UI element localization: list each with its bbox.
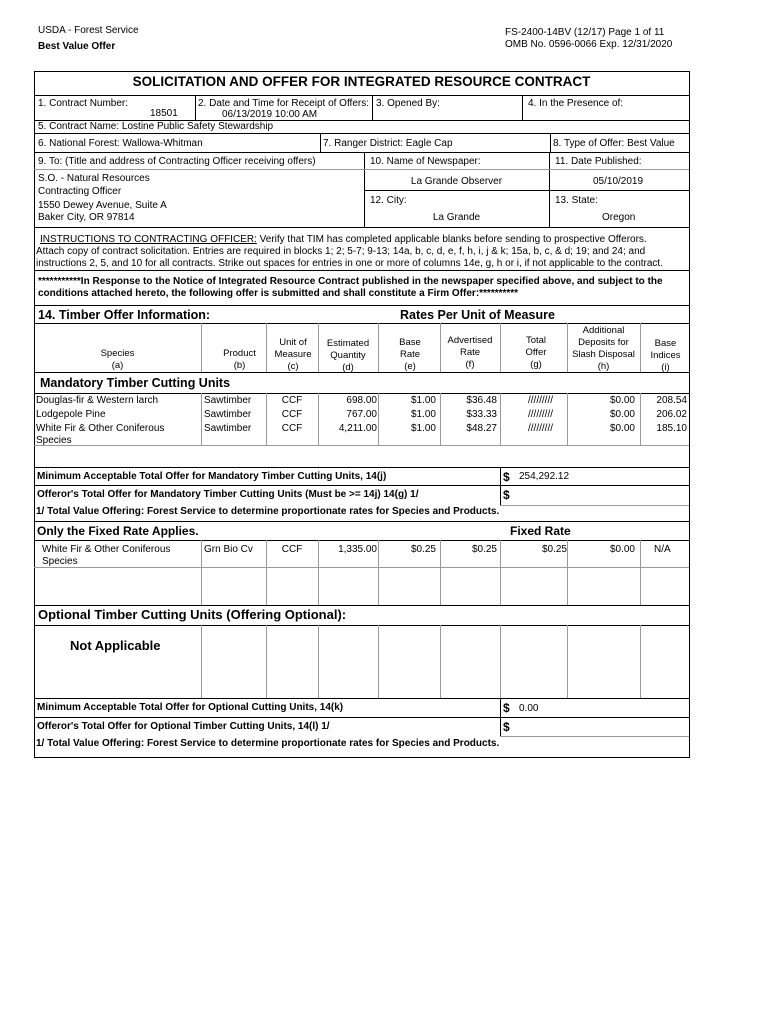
offeror-optional-label: Offeror's Total Offer for Optional Timber Cutting Units, 14(l) 1/ bbox=[37, 721, 330, 732]
col-slash-line1: Additional bbox=[582, 325, 625, 336]
fixed-qty: 1,335.00 bbox=[338, 544, 377, 555]
row1-adv: $36.48 bbox=[466, 395, 497, 406]
footnote-2: 1/ Total Value Offering: Forest Service to determine proportionate rates for Species and Products. bbox=[36, 738, 500, 749]
fixed-slash: $0.00 bbox=[609, 544, 635, 555]
form-id: FS-2400-14BV (12/17) Page 1 of 11 bbox=[505, 27, 665, 38]
co-address-line4: Baker City, OR 97814 bbox=[38, 212, 135, 223]
contract-number-value: 18501 bbox=[150, 108, 178, 119]
omb-number: OMB No. 0596-0066 Exp. 12/31/2020 bbox=[505, 39, 673, 50]
optional-units-title: Optional Timber Cutting Units (Offering Optional): bbox=[38, 607, 347, 622]
col-base-rate-line1: Base bbox=[399, 337, 421, 348]
row3-slash: $0.00 bbox=[609, 423, 635, 434]
row2-index: 206.02 bbox=[656, 409, 687, 420]
row1-total: ///////// bbox=[528, 395, 554, 406]
newspaper-label: 10. Name of Newspaper: bbox=[370, 156, 481, 167]
instructions-line2: Attach copy of contract solicitation. Entries are required in blocks 1; 2; 5-7; 9-13; 14a, b, c, d, e, f, h, i, j & k; 15a, b, c, & d; 19; and 24; and bbox=[36, 246, 646, 257]
col-unit-line2: Measure bbox=[274, 349, 312, 360]
row3-species-line2: Species bbox=[36, 435, 72, 446]
city-value: La Grande bbox=[432, 212, 481, 223]
timber-offer-title: 14. Timber Offer Information: bbox=[38, 308, 211, 322]
not-applicable: Not Applicable bbox=[70, 638, 161, 653]
row1-base: $1.00 bbox=[410, 395, 436, 406]
col-total-offer-line2: Offer bbox=[525, 347, 547, 358]
agency-name: USDA - Forest Service bbox=[38, 25, 139, 36]
col-adv-rate-line2: Rate bbox=[459, 347, 481, 358]
row3-qty: 4,211.00 bbox=[338, 423, 377, 434]
instructions-lead: INSTRUCTIONS TO CONTRACTING OFFICER: bbox=[40, 234, 257, 245]
row1-slash: $0.00 bbox=[609, 395, 635, 406]
fixed-adv: $0.25 bbox=[471, 544, 497, 555]
col-slash-disposal bbox=[567, 325, 640, 373]
row3-product: Sawtimber bbox=[204, 423, 252, 434]
min-optional-label: Minimum Acceptable Total Offer for Optional Cutting Units, 14(k) bbox=[37, 702, 344, 713]
row3-unit: CCF bbox=[281, 423, 303, 434]
fixed-unit: CCF bbox=[281, 544, 303, 555]
fixed-rate-header: Fixed Rate bbox=[510, 524, 571, 538]
co-address-line1: S.O. - Natural Resources bbox=[38, 173, 150, 184]
col-total-offer bbox=[505, 335, 567, 371]
state-value: Oregon bbox=[602, 212, 636, 223]
row2-adv: $33.33 bbox=[466, 409, 497, 420]
contract-number-label: 1. Contract Number: bbox=[38, 98, 129, 109]
offeror-mandatory-dollar: $ bbox=[503, 488, 510, 502]
fixed-product: Grn Bio Cv bbox=[204, 544, 253, 555]
col-adv-rate-line1: Advertised bbox=[447, 335, 493, 346]
col-species-line1: Species bbox=[100, 348, 135, 359]
col-base-rate bbox=[380, 337, 440, 373]
min-mandatory-value: 254,292.12 bbox=[519, 471, 570, 482]
row3-adv: $48.27 bbox=[466, 423, 497, 434]
offeror-mandatory-label: Offeror's Total Offer for Mandatory Timber Cutting Units (Must be >= 14j) 14(g) 1/ bbox=[37, 489, 419, 500]
state-label: 13. State: bbox=[555, 195, 598, 206]
col-species bbox=[34, 348, 201, 372]
contract-name: 5. Contract Name: Lostine Public Safety Stewardship bbox=[38, 121, 274, 132]
receipt-date-label: 2. Date and Time for Receipt of Offers: bbox=[198, 98, 370, 109]
mandatory-units-title: Mandatory Timber Cutting Units bbox=[40, 376, 231, 390]
col-indices-line3: (i) bbox=[661, 362, 670, 373]
row1-index: 208.54 bbox=[656, 395, 687, 406]
min-mandatory-dollar: $ bbox=[503, 470, 510, 484]
col-unit-line1: Unit of bbox=[279, 337, 307, 348]
col-indices-line2: Indices bbox=[650, 350, 681, 361]
col-product-line2: (b) bbox=[233, 360, 246, 371]
instructions-line3: instructions 2, 5, and 10 for all contracts. Strike out spaces for entries in one or more of columns 14e, g, h or i, if not applicable to the contract. bbox=[36, 258, 663, 269]
col-adv-rate bbox=[440, 335, 500, 371]
row2-product: Sawtimber bbox=[204, 409, 252, 420]
row2-unit: CCF bbox=[281, 409, 303, 420]
col-quantity-line2: Quantity bbox=[330, 350, 366, 361]
row1-unit: CCF bbox=[281, 395, 303, 406]
row3-species: White Fir & Other Coniferous bbox=[36, 423, 165, 434]
row2-base: $1.00 bbox=[410, 409, 436, 420]
row2-qty: 767.00 bbox=[346, 409, 377, 420]
row1-product: Sawtimber bbox=[204, 395, 252, 406]
receipt-date-value: 06/13/2019 10:00 AM bbox=[222, 109, 318, 120]
col-unit bbox=[267, 337, 319, 373]
instructions-line1-rest: Verify that TIM has completed applicable blanks before sending to prospective Offerors. bbox=[256, 234, 647, 245]
col-unit-line3: (c) bbox=[287, 361, 299, 372]
col-total-offer-line1: Total bbox=[525, 335, 547, 346]
opened-by-label: 3. Opened By: bbox=[376, 98, 440, 109]
col-product bbox=[212, 348, 267, 372]
col-total-offer-line3: (g) bbox=[530, 359, 542, 370]
newspaper-value: La Grande Observer bbox=[410, 176, 503, 187]
col-quantity-line3: (d) bbox=[342, 362, 354, 373]
col-slash-line2: Deposits for bbox=[578, 337, 629, 348]
row1-qty: 698.00 bbox=[346, 395, 377, 406]
city-label: 12. City: bbox=[370, 195, 407, 206]
col-product-line1: Product bbox=[223, 348, 256, 359]
contracting-officer-label: 9. To: (Title and address of Contracting Officer receiving offers) bbox=[38, 156, 316, 167]
response-line2: conditions attached hereto, the following offer is submitted and shall constitute a Firm Offer:********** bbox=[38, 288, 519, 299]
col-base-rate-line2: Rate bbox=[399, 349, 421, 360]
row2-total: ///////// bbox=[528, 409, 554, 420]
row2-species: Lodgepole Pine bbox=[36, 409, 106, 420]
fixed-rate-title: Only the Fixed Rate Applies. bbox=[37, 524, 199, 538]
col-quantity-line1: Estimated bbox=[326, 338, 370, 349]
col-slash-line3: Slash Disposal bbox=[572, 349, 635, 360]
col-indices-line1: Base bbox=[654, 338, 677, 349]
offer-type-label: Best Value Offer bbox=[38, 41, 116, 52]
col-base-indices bbox=[642, 338, 689, 374]
col-quantity bbox=[319, 338, 377, 374]
instructions-line1 bbox=[40, 234, 647, 245]
rates-per-unit-title: Rates Per Unit of Measure bbox=[400, 308, 555, 322]
date-published-label: 11. Date Published: bbox=[555, 156, 642, 167]
co-address-line3: 1550 Dewey Avenue, Suite A bbox=[38, 200, 167, 211]
offeror-optional-dollar: $ bbox=[503, 720, 510, 734]
in-presence-label: 4. In the Presence of: bbox=[528, 98, 624, 109]
col-slash-line4: (h) bbox=[597, 361, 610, 372]
fixed-base: $0.25 bbox=[410, 544, 436, 555]
row3-index: 185.10 bbox=[656, 423, 687, 434]
response-line1: ***********In Response to the Notice of Integrated Resource Contract published in the newspaper specified above, and subject to the bbox=[38, 276, 663, 287]
co-address-line2: Contracting Officer bbox=[38, 186, 122, 197]
row1-species: Douglas-fir & Western larch bbox=[36, 395, 159, 406]
min-optional-value: 0.00 bbox=[519, 703, 539, 714]
ranger-district: 7. Ranger District: Eagle Cap bbox=[323, 138, 453, 149]
fixed-species: White Fir & Other Coniferous bbox=[42, 544, 171, 555]
min-mandatory-label: Minimum Acceptable Total Offer for Mandatory Timber Cutting Units, 14(j) bbox=[37, 471, 387, 482]
col-base-rate-line3: (e) bbox=[404, 361, 416, 372]
row3-total: ///////// bbox=[528, 423, 554, 434]
fixed-species-line2: Species bbox=[42, 556, 78, 567]
fixed-index: N/A bbox=[654, 544, 671, 555]
form-title: SOLICITATION AND OFFER FOR INTEGRATED RESOURCE CONTRACT bbox=[132, 74, 591, 89]
col-adv-rate-line3: (f) bbox=[465, 359, 475, 370]
national-forest: 6. National Forest: Wallowa-Whitman bbox=[38, 138, 203, 149]
min-optional-dollar: $ bbox=[503, 701, 510, 715]
footnote-1: 1/ Total Value Offering: Forest Service to determine proportionate rates for Species and Products. bbox=[36, 506, 500, 517]
row2-slash: $0.00 bbox=[609, 409, 635, 420]
date-published-value: 05/10/2019 bbox=[593, 176, 644, 187]
fixed-total: $0.25 bbox=[541, 544, 567, 555]
row3-base: $1.00 bbox=[410, 423, 436, 434]
col-species-line2: (a) bbox=[111, 360, 124, 371]
type-of-offer: 8. Type of Offer: Best Value bbox=[553, 138, 675, 149]
